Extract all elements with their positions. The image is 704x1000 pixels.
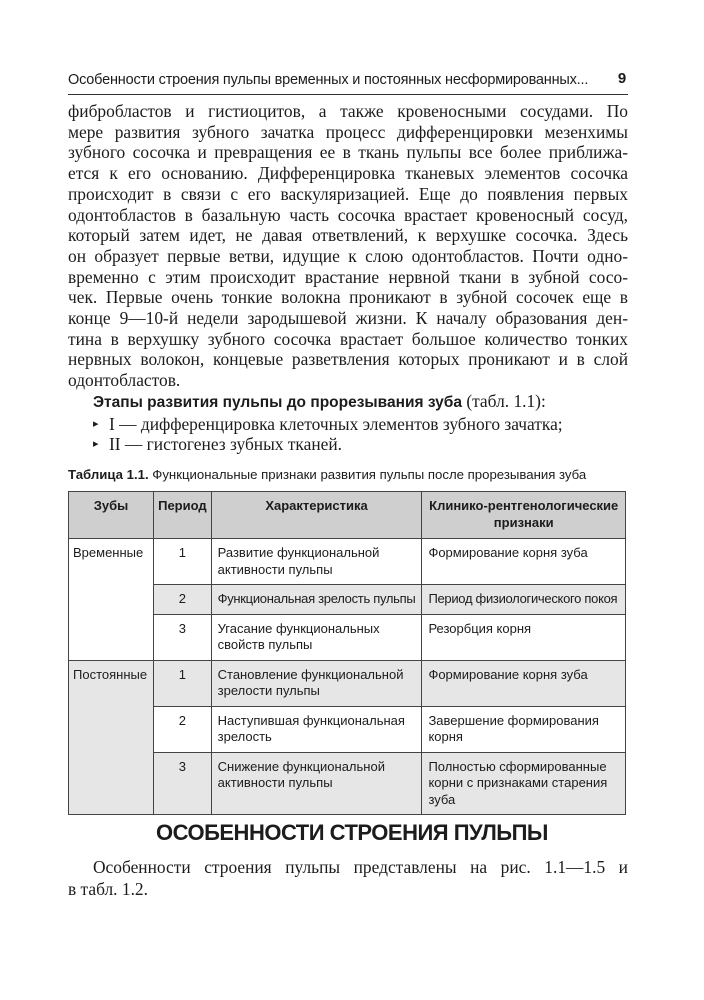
signs-cell: Формирование корня зуба xyxy=(422,660,626,706)
teeth-group-cell: Временные xyxy=(69,539,154,661)
list-item xyxy=(93,414,628,435)
page-number: 9 xyxy=(617,70,626,87)
characteristic-cell: Развитие функциональной активности пульпы xyxy=(211,539,422,585)
period-cell: 3 xyxy=(154,752,212,815)
section-text-line: Особенности строения пульпы представлены на рис. 1.1—1.5 и xyxy=(93,857,628,877)
table-row xyxy=(69,660,626,706)
signs-cell: Резорбция корня xyxy=(422,614,626,660)
signs-cell: Период физиологического покоя xyxy=(422,585,626,615)
characteristic-cell: Функциональная зрелость пульпы xyxy=(211,585,422,615)
signs-cell: Завершение формирования корня xyxy=(422,706,626,752)
stages-intro xyxy=(68,391,628,414)
stages-title: Этапы развития пульпы до прорезывания зуба xyxy=(93,393,462,411)
paragraph-line: зубного сосочка и превращения ее в ткань пульпы все более приближа- xyxy=(68,142,628,163)
paragraph-last-line: одонтобластов. xyxy=(68,370,181,391)
stages-table-ref: (табл. 1.1): xyxy=(461,390,546,411)
paragraph-line: который затем идет, не давая ответвлений, к верхушке сосочка. Здесь xyxy=(68,225,628,246)
table-caption-text: Функциональные признаки развития пульпы после прорезывания зуба xyxy=(148,467,587,482)
paragraph-line: одонтобластов в базальную часть сосочка врастает кровеносный сосуд, xyxy=(68,204,628,225)
paragraph-line: происходит в связи с его васкуляризацией. Еще до появления первых xyxy=(68,183,628,204)
characteristic-cell: Наступившая функциональная зрелость xyxy=(211,706,422,752)
period-cell: 2 xyxy=(154,706,212,752)
teeth-group-cell: Постоянные xyxy=(69,660,154,815)
running-header xyxy=(68,64,628,95)
paragraph-line: конце 9—10-й недели зародышевой жизни. К началу образования ден- xyxy=(68,308,628,329)
section-text xyxy=(68,856,628,900)
paragraph-line: чек. Первые очень тонкие волокна проникают в зубной сосочек еще в xyxy=(68,287,628,308)
characteristic-cell: Снижение функциональной активности пульпы xyxy=(211,752,422,815)
period-cell: 2 xyxy=(154,585,212,615)
paragraph-line: тина в верхушку зубного сосочка врастает большое количество тонких xyxy=(68,328,628,349)
table-header-cell: Характеристика xyxy=(211,492,422,539)
table-header-row xyxy=(69,492,626,539)
list-item xyxy=(93,434,628,455)
paragraph-line: фибробластов и гистиоцитов, а также кровеносными сосудами. По xyxy=(68,101,628,121)
section-text-line: в табл. 1.2. xyxy=(68,879,148,899)
table-row xyxy=(69,539,626,585)
paragraph-line: временно с этим происходит врастание нервной ткани в зубной сосо- xyxy=(68,266,628,287)
characteristic-cell: Становление функциональной зрелости пульпы xyxy=(211,660,422,706)
signs-cell: Формирование корня зуба xyxy=(422,539,626,585)
period-cell: 3 xyxy=(154,614,212,660)
paragraph-line: нервных волокон, концевые разветвления которых проникают и в слой xyxy=(68,349,628,370)
list-item-text: II — гистогенез зубных тканей. xyxy=(109,434,343,455)
characteristic-cell: Угасание функциональных свойств пульпы xyxy=(211,614,422,660)
triangle-bullet-icon: ▸ xyxy=(93,417,99,430)
period-cell: 1 xyxy=(154,660,212,706)
table-caption-label: Таблица 1.1. xyxy=(68,467,149,482)
section-heading: ОСОБЕННОСТИ СТРОЕНИЯ ПУЛЬПЫ xyxy=(156,820,548,845)
table-caption xyxy=(68,467,668,482)
triangle-bullet-icon: ▸ xyxy=(93,438,99,451)
paragraph-line: ется к его основанию. Дифференцировка тканевых элементов сосочка xyxy=(68,163,628,184)
table-header-cell: Клинико-рентгенологические признаки xyxy=(422,492,626,539)
paragraph-line: мере развития зубного зачатка процесс дифференцировки мезенхимы xyxy=(68,121,628,142)
stages-list xyxy=(68,414,628,455)
body-text xyxy=(68,101,628,455)
period-cell: 1 xyxy=(154,539,212,585)
pulp-development-table xyxy=(68,491,626,815)
paragraph-top xyxy=(68,101,628,370)
signs-cell: Полностью сформированные корни с признаками старения зуба xyxy=(422,752,626,815)
running-title: Особенности строения пульпы временных и постоянных несформированных... xyxy=(68,72,589,88)
table-header-cell: Зубы xyxy=(69,492,154,539)
paragraph-line: он образует первые ветви, идущие к слою одонтобластов. Почти одно- xyxy=(68,245,628,266)
table-header-cell: Период xyxy=(154,492,212,539)
list-item-text: I — дифференцировка клеточных элементов зубного зачатка; xyxy=(109,413,563,434)
